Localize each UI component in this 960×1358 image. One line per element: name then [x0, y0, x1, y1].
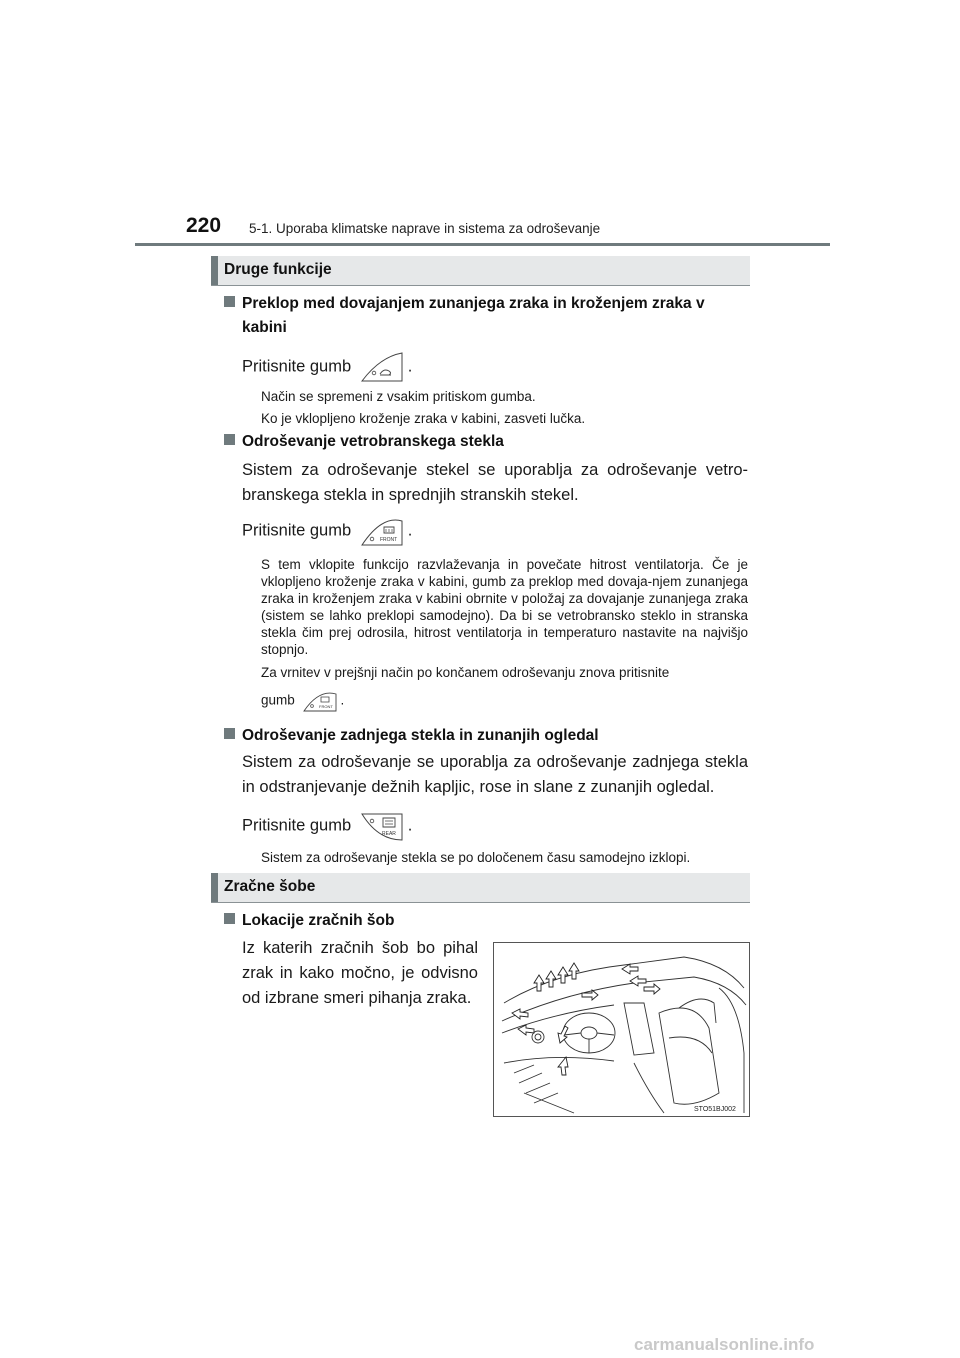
- vents-illustration: [493, 942, 750, 1117]
- rear-button-label: REAR: [381, 831, 396, 837]
- recirculation-button-icon[interactable]: [358, 349, 406, 385]
- heading-recirculation: Preklop med dovajanjem zunanjega zraka in kroženjem zraka v kabini: [224, 292, 749, 340]
- windshield-note-2: Za vrnitev v prejšnji način po končanem odroševanju znova pritisnite: [261, 665, 670, 680]
- vents-body: Iz katerih zračnih šob bo pihal zrak in kako močno, je odvisno od izbrane smeri pihanja zraka.: [242, 939, 478, 1007]
- section-title: Druge funkcije: [224, 261, 332, 278]
- heading-windshield: Odroševanje vetrobranskega stekla: [224, 430, 749, 454]
- heading-vents: Lokacije zračnih šob: [224, 909, 749, 933]
- press-windshield-line: Pritisnite gumb FRONT .: [242, 513, 748, 549]
- rear-defogger-button-icon[interactable]: [358, 808, 406, 844]
- rear-body: Sistem za odroševanje se uporablja za odroševanje zadnjega stekla in odstranjevanje dežnih kapljic, rose in slane z zunanjih ogledal.: [242, 753, 748, 796]
- square-bullet-icon: [224, 434, 235, 445]
- section-bar-zracne-sobe: [211, 873, 750, 903]
- chapter-title: 5-1. Uporaba klimatske naprave in sistema za odroševanje: [249, 221, 601, 236]
- front-button-label: FRONT: [379, 537, 397, 543]
- front-button-label-small: FRONT: [318, 704, 333, 709]
- recirc-note-2: Ko je vklopljeno kroženje zraka v kabini, zasveti lučka.: [261, 411, 586, 426]
- windshield-note-1: S tem vklopite funkcijo razvlaževanja in povečate hitrost ventilatorja. Če je vklopljeno kroženje zraka v kabini, gumb za preklop med dovaja-njem zunanjega zraka in kroženjem zraka v kabini obrnite v položaj za dovajanje zunanjega zraka (sistem se lahko preklopi samodejno). Da bi se vetrobransko steklo in stranska stekla čim prej odrosila, hitrost ventilatorja in temperaturo nastavite na najvišjo stopnjo.: [261, 557, 748, 657]
- car-interior-illustration: [494, 943, 749, 1116]
- square-bullet-icon: [224, 913, 235, 924]
- square-bullet-icon: [224, 296, 235, 307]
- recirc-note-1: Način se spremeni z vsakim pritiskom gumba.: [261, 389, 536, 404]
- press-rear-line: Pritisnite gumb REAR .: [242, 808, 748, 844]
- front-defogger-small-button-icon[interactable]: [301, 688, 339, 714]
- press-recirc-line: Pritisnite gumb .: [242, 349, 748, 385]
- section-title: Zračne šobe: [224, 878, 316, 895]
- square-bullet-icon: [224, 728, 235, 739]
- windshield-body: Sistem za odroševanje stekel se uporablja za odroševanje vetro-branskega stekla in sprednjih stranskih stekel.: [242, 461, 748, 504]
- front-defogger-button-icon[interactable]: [358, 513, 406, 549]
- rear-note: Sistem za odroševanje stekla se po določenem času samodejno izklopi.: [261, 850, 691, 865]
- watermark: carmanualsonline.info: [634, 1335, 815, 1354]
- section-bar-druge-funkcije: [211, 256, 750, 286]
- page-number: 220: [186, 214, 222, 237]
- windshield-note-2-gumb: gumb FRONT .: [261, 688, 748, 714]
- figure-code: STO51BJ002: [694, 1106, 736, 1113]
- header-rule: [135, 243, 830, 246]
- heading-rear: Odroševanje zadnjega stekla in zunanjih ogledal: [224, 724, 749, 748]
